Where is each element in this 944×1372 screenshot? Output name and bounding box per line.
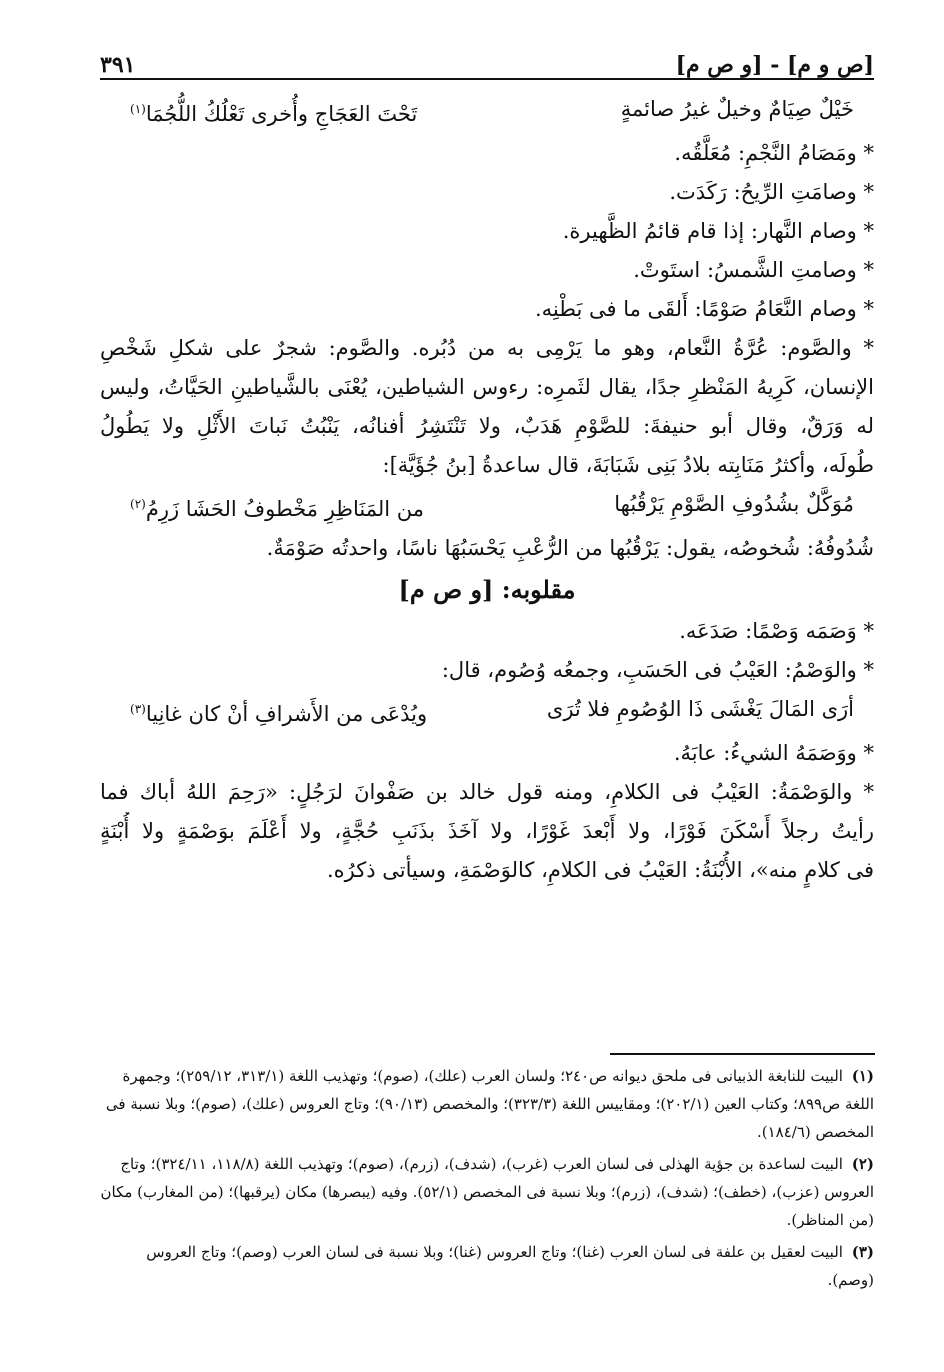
header-rule — [100, 78, 874, 80]
entry-line: * وَصَمَه وَصْمًا: صَدَعَه. — [679, 619, 874, 643]
footnote-ref-3: (٣) — [130, 702, 146, 716]
paragraph-line: رأيتُ رجلاً أَسْكَنَ فَوْرًا، ولا أَبْعدَ غَوْرًا، ولا آخَذَ بذَنَبِ حُجَّةٍ، ولا أَعْلَمَ بوَصْمَةٍ ولا أُبْنَةٍ — [100, 819, 874, 843]
verse-2-gloss: شُدُوفُهُ: شُخوصُه، يقول: يَرْقُبُها من الرُّعْبِ يَحْسَبُهَا ناسًا، واحدتُه صَوْمَةٌ. — [266, 536, 874, 560]
entry-line: * وصام النَّعَامُ صَوْمًا: أَلقَى ما فى بَطْنِه. — [535, 297, 874, 321]
footnote-item — [100, 1062, 874, 1146]
verse-3-hemistich-2: ويُدْعَى من الأَشرافِ أنْ كان غانِيا$^{(٣)}$ — [130, 702, 428, 726]
page-header — [100, 38, 874, 78]
verse-2-hemistich-2: من المَنَاظِرِ مَخْطوفُ الحَشَا زَرِمُ$^{(٢)}$ — [130, 497, 425, 521]
section-title: مقلوبه: [و ص م] — [398, 575, 576, 604]
verse-1-hemistich-2: تَحْتَ العَجَاجِ وأُخرى تَعْلُكُ اللُّجُمَا$^{(١)}$ — [130, 102, 418, 126]
paragraph-line: له وَرَقٌ، وقال أبو حنيفةَ: للصَّوْمِ هَدَبٌ، ولا تَنْتَشِرُ أفنانُه، يَنْبُتُ نَباتَ الأَثْلِ ولا يَطُولُ — [100, 414, 874, 438]
paragraph-line: * والوَصْمَةُ: العَيْبُ فى الكلامِ، ومنه قول خالد بن صَفْوانَ لرَجُلٍ: «رَحِمَ اللهُ أباك فما — [100, 780, 874, 804]
page-number: ٣٩١ — [100, 52, 136, 78]
footnote-item — [100, 1150, 874, 1234]
paragraph-line: طُولَه، وأكثرُ مَنَابِته بلادُ بَنِى شَبَابَةَ، قال ساعدةُ [بنُ جُؤَيَّة]: — [382, 453, 874, 477]
footnote-item — [100, 1238, 874, 1294]
paragraph-line: فى كلامٍ منه»، الأُبْنَةُ: العَيْبُ فى الكلامِ، كالوَصْمَةِ، وسيأتى ذكرُه. — [326, 858, 874, 882]
paragraph-line: الإنسان، كَرِيهُ المَنْظرِ جدًا، يقال لثَمرِه: رءوس الشياطين، يُعْنَى بالشَّياطينِ الحَيَّاتُ، وليس — [100, 375, 874, 399]
footnotes — [100, 1062, 874, 1298]
running-title: [ص و م] - [و ص م] — [675, 52, 874, 78]
verse-2 — [100, 485, 874, 529]
verse-3-hemistich-1: أرَى المَالَ يَغْشَى ذَا الوُصُومِ فلا تُرَى — [546, 697, 854, 721]
entry-line: * وصامَتِ الرِّيحُ: رَكَدَت. — [669, 180, 874, 204]
footnote-ref-2: (٢) — [130, 497, 146, 511]
main-text — [100, 90, 874, 890]
footnote-ref-1: (١) — [130, 102, 146, 116]
footnote-text: البيت لعقيل بن علفة فى لسان العرب (غنا)؛ وتاج العروس (غنا)؛ وبلا نسبة فى لسان العرب (وصم)؛ وتاج العروس (وصم). — [146, 1243, 874, 1289]
entry-line: * ومَصَامُ النَّجْمِ: مُعَلَّقُه. — [674, 141, 874, 165]
verse-1-hemistich-1: خَيْلٌ صِيَامٌ وخيلٌ غيرُ صائمةٍ — [620, 97, 854, 121]
paragraph-line: * والصَّوم: عُرَّةُ النَّعام، وهو ما يَرْمِى به من دُبُره. والصَّوم: شجرٌ على شكلِ شَخْصِ — [100, 336, 874, 360]
verse-2-hemistich-1: مُوَكَّلٌ بشُدُوفِ الصَّوْمِ يَرْقُبُها — [614, 492, 854, 516]
entry-line: * ووَصَمَهُ الشيءُ: عابَهُ. — [673, 741, 874, 765]
entry-line: * والوَصْمُ: العَيْبُ فى الحَسَبِ، وجمعُه وُصُوم، قال: — [441, 658, 874, 682]
footnote-rule — [610, 1053, 875, 1055]
footnote-text: البيت لساعدة بن جؤية الهذلى فى لسان العرب (غرب)، (شدف)، (زرم)، (صوم)؛ وتهذيب اللغة (١١٨/٨، ٣٢٤/١١)؛ وتاج العروس (عزب)، (خطف)؛ (شدف)، (زرم)؛ وبلا نسبة فى المخصص (٥٢/١). وفيه (يبصرها) مكان (يرقبها)؛ (من المغارب) مكان (من المناظر). — [100, 1155, 874, 1229]
footnote-number: (١) — [851, 1067, 874, 1085]
verse-1 — [100, 90, 874, 134]
entry-line: * وصام النَّهار: إذا قام قائمُ الظَّهيرة. — [562, 219, 874, 243]
footnote-number: (٢) — [851, 1155, 874, 1173]
entry-line: * وصامتِ الشَّمسُ: استَوتْ. — [633, 258, 874, 282]
footnote-number: (٣) — [851, 1243, 874, 1261]
footnote-text: البيت للنابغة الذبيانى فى ملحق ديوانه ص٢٤٠؛ ولسان العرب (علك)، (صوم)؛ وتهذيب اللغة (٣١٣/١، ٢٥٩/١٢)؛ وجمهرة اللغة ص٨٩٩؛ وكتاب العين (٢٠٢/١)؛ ومقاييس اللغة (٣٢٣/٣)؛ والمخصص (٩٠/١٣)؛ وتاج العروس (علك)، (صوم)؛ وبلا نسبة فى المخصص (١٨٤/٦). — [105, 1067, 874, 1141]
verse-3 — [100, 690, 874, 734]
